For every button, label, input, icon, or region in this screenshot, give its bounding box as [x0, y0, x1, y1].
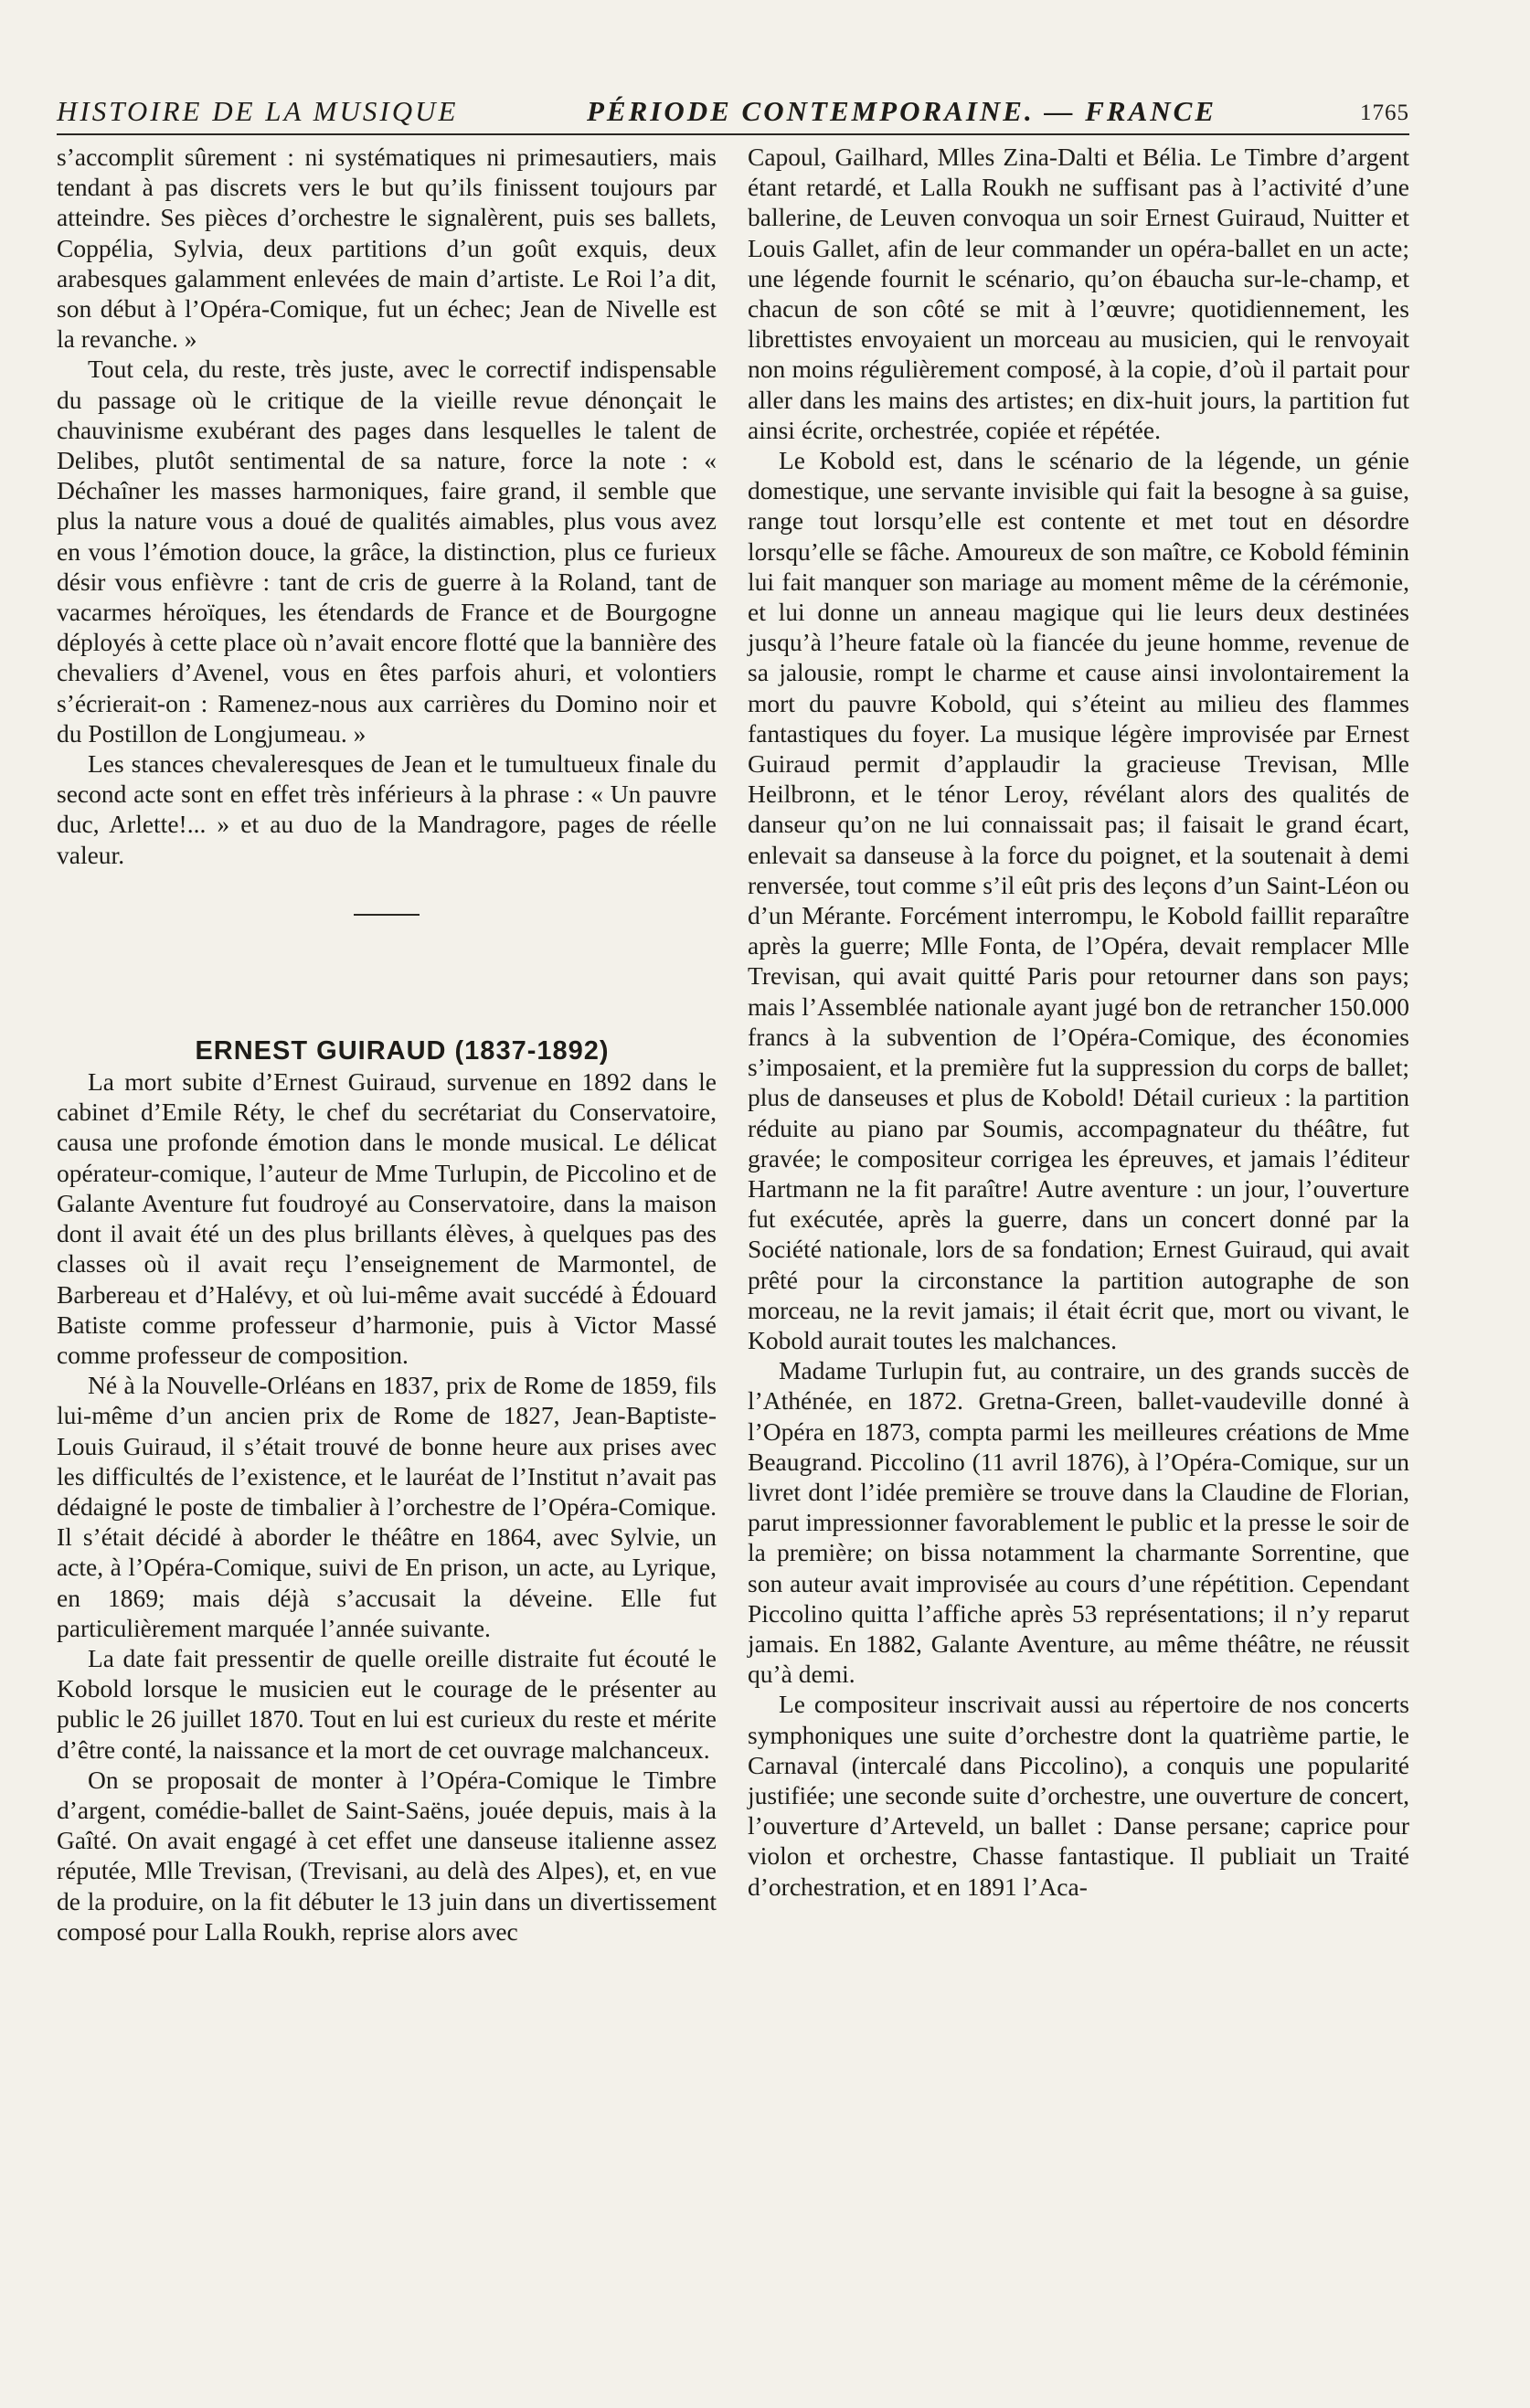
paragraph: La mort subite d’Ernest Guiraud, survenue en 1892 dans le cabinet d’Emile Réty, le chef du secrétariat du Conservatoire, causa une profonde émotion dans le monde musical. Le délicat opérateur-comique, l’auteur de Mme Turlupin, de Piccolino et de Galante Aventure fut foudroyé au Conservatoire, dans la maison dont il avait été un des plus brillants élèves, à quelques pas des classes où il avait reçu l’enseignement de Marmontel, de Barbereau et d’Halévy, et où lui-même avait succédé à Édouard Batiste comme professeur d’harmonie, puis à Victor Massé comme professeur de composition.	[57, 1067, 717, 1369]
section-heading: ERNEST GUIRAUD (1837-1892)	[195, 1035, 610, 1066]
header-left-title: HISTOIRE DE LA MUSIQUE	[57, 95, 459, 127]
paragraph: Le compositeur inscrivait aussi au répertoire de nos concerts symphoniques une suite d’orchestre dont la quatrième partie, le Carnaval (intercalé dans Piccolino), a conquis une popularité justifiée; une seconde suite d’orchestre, une ouverture de concert, l’ouverture d’Arteveld, un ballet : Danse persane; caprice pour violon et orchestre, Chasse fantastique. Il publiait un Traité d’orchestration, et en 1891 l’Aca-	[748, 1690, 1409, 1901]
paragraph: Tout cela, du reste, très juste, avec le correctif indispensable du passage où le critique de la vieille revue dénonçait le chauvinisme exubérant des pages dans lesquelles le talent de Delibes, plutôt sentimental de sa nature, force la note : « Déchaîner les masses harmoniques, faire grand, il semble que plus la nature vous a doué de qualités aimables, plus vous avez en vous l’émotion douce, la grâce, la distinction, plus ce furieux désir vous enfièvre : tant de cris de guerre à la Roland, tant de vacarmes héroïques, les étendards de France et de Bourgogne déployés à cette place où n’avait encore flotté que la bannière des chevaliers d’Avenel, vous en êtes parfois ahuri, et volontiers s’écrierait-on : Ramenez-nous aux carrières du Domino noir et du Postillon de Longjumeau. »	[57, 355, 717, 748]
paragraph: Le Kobold est, dans le scénario de la légende, un génie domestique, une servante invisible qui fait la besogne à sa guise, range tout lorsqu’elle est contente et met tout en désordre lorsqu’elle se fâche. Amoureux de son maître, ce Kobold féminin lui fait manquer son mariage au moment même de la cérémonie, et lui donne un anneau magique qui lie leurs deux destinées jusqu’à l’heure fatale où la fiancée du jeune homme, revenue de sa jalousie, rompt le charme et cause ainsi involontairement la mort du pauvre Kobold, qui s’éteint au milieu des flammes fantastiques du foyer. La musique légère improvisée par Ernest Guiraud permit d’applaudir la gracieuse Trevisan, Mlle Heilbronn, et le ténor Leroy, révélant alors des qualités de danseur qu’on ne lui connaissait pas; il faisait le grand écart, enlevait sa danseuse à la force du poignet, et la soutenait à demi renversée, tout comme s’il eût pris des leçons d’un Saint-Léon ou d’un Mérante. Forcément interrompu, le Kobold faillit reparaître après la guerre; Mlle Fonta, de l’Opéra, devait remplacer Mlle Trevisan, qui avait quitté Paris pour retourner dans son pays; mais l’Assemblée nationale ayant jugé bon de retrancher 150.000 francs à la subvention de l’Opéra-Comique, des économies s’imposaient, et la première fut la suppression du corps de ballet; plus de danseuses et plus de Kobold! Détail curieux : la partition réduite au piano par Soumis, accompagnateur du théâtre, fut gravée; le compositeur corrigea les épreuves, et jamais l’éditeur Hartmann ne la fit paraître! Autre aventure : un jour, l’ouverture fut exécutée, après la guerre, dans un concert donné par la Société nationale, lors de sa fondation; Ernest Guiraud, qui avait prêté pour la circonstance la partition autographe de son morceau, ne la revit jamais; il était écrit que, mort ou vivant, le Kobold aurait toutes les malchances.	[748, 446, 1409, 1354]
paragraph: Madame Turlupin fut, au contraire, un des grands succès de l’Athénée, en 1872. Gretna-Green, ballet-vaudeville donné à l’Opéra en 1873, compta parmi les meilleures créations de Mme Beaugrand. Piccolino (11 avril 1876), à l’Opéra-Comique, sur un livret dont l’idée première se trouve dans la Claudine de Florian, parut impressionner favorablement le public et la presse le soir de la première; on bissa notamment la charmante Sorrentine, que son auteur avait improvisée au cours d’une répétition. Cependant Piccolino quitta l’affiche après 53 représentations; il n’y reparut jamais. En 1882, Galante Aventure, au même théâtre, ne réussit qu’à demi.	[748, 1356, 1409, 1689]
paragraph: s’accomplit sûrement : ni systématiques ni primesautiers, mais tendant à pas discrets vers le but qu’ils finissent toujours par atteindre. Ses pièces d’orchestre le signalèrent, puis ses ballets, Coppélia, Sylvia, deux partitions d’un goût exquis, deux arabesques galamment enlevées de main d’artiste. Le Roi l’a dit, son début à l’Opéra-Comique, fut un échec; Jean de Nivelle est la revanche. »	[57, 143, 717, 354]
page-number: 1765	[1360, 101, 1409, 125]
running-header	[57, 91, 1409, 135]
paragraph: Les stances chevaleresques de Jean et le tumultueux finale du second acte sont en effet très inférieurs à la phrase : « Un pauvre duc, Arlette!... » et au duo de la Mandragore, pages de réelle valeur.	[57, 749, 717, 869]
paragraph: La date fait pressentir de quelle oreille distraite fut écouté le Kobold lorsque le musicien eut le courage de le présenter au public le 26 juillet 1870. Tout en lui est curieux du reste et mérite d’être conté, la naissance et la mort de cet ouvrage malchanceux.	[57, 1643, 717, 1764]
paragraph: Capoul, Gailhard, Mlles Zina-Dalti et Bélia. Le Timbre d’argent étant retardé, et Lalla Roukh ne suffisant pas à l’activité d’une ballerine, de Leuven convoqua un soir Ernest Guiraud, Nuitter et Louis Gallet, afin de leur commander un opéra-ballet en un acte; une légende fournit le scénario, qu’on ébaucha sur-le-champ, et chacun de son côté se mit à l’œuvre; quotidiennement, les librettistes envoyaient un morceau au musicien, qui le renvoyait non moins régulièrement composé, à la copie, d’où il partait pour aller dans les mains des artistes; en dix-huit jours, la partition fut ainsi écrite, orchestrée, copiée et répétée.	[748, 143, 1409, 444]
left-column	[57, 142, 717, 1947]
section-divider	[354, 914, 420, 916]
paragraph: On se proposait de monter à l’Opéra-Comique le Timbre d’argent, comédie-ballet de Saint-Saëns, jouée depuis, mais à la Gaîté. On avait engagé à cet effet une danseuse italienne assez réputée, Mlle Trevisan, (Trevisani, au delà des Alpes), et, en vue de la produire, on la fit débuter le 13 juin dans un divertissement composé pour Lalla Roukh, reprise alors avec	[57, 1765, 717, 1946]
header-center-title: PÉRIODE CONTEMPORAINE. — FRANCE	[587, 95, 1217, 127]
paragraph: Né à la Nouvelle-Orléans en 1837, prix de Rome de 1859, fils lui-même d’un ancien prix de Rome de 1827, Jean-Baptiste-Louis Guiraud, il s’était trouvé de bonne heure aux prises avec les difficultés de l’existence, et le lauréat de l’Institut n’avait pas dédaigné le poste de timbalier à l’orchestre de l’Opéra-Comique. Il s’était décidé à aborder le théâtre en 1864, avec Sylvie, un acte, à l’Opéra-Comique, suivi de En prison, un acte, au Lyrique, en 1869; mais déjà s’accusait la déveine. Elle fut particulièrement marquée l’année suivante.	[57, 1371, 717, 1642]
right-column	[748, 142, 1409, 1902]
